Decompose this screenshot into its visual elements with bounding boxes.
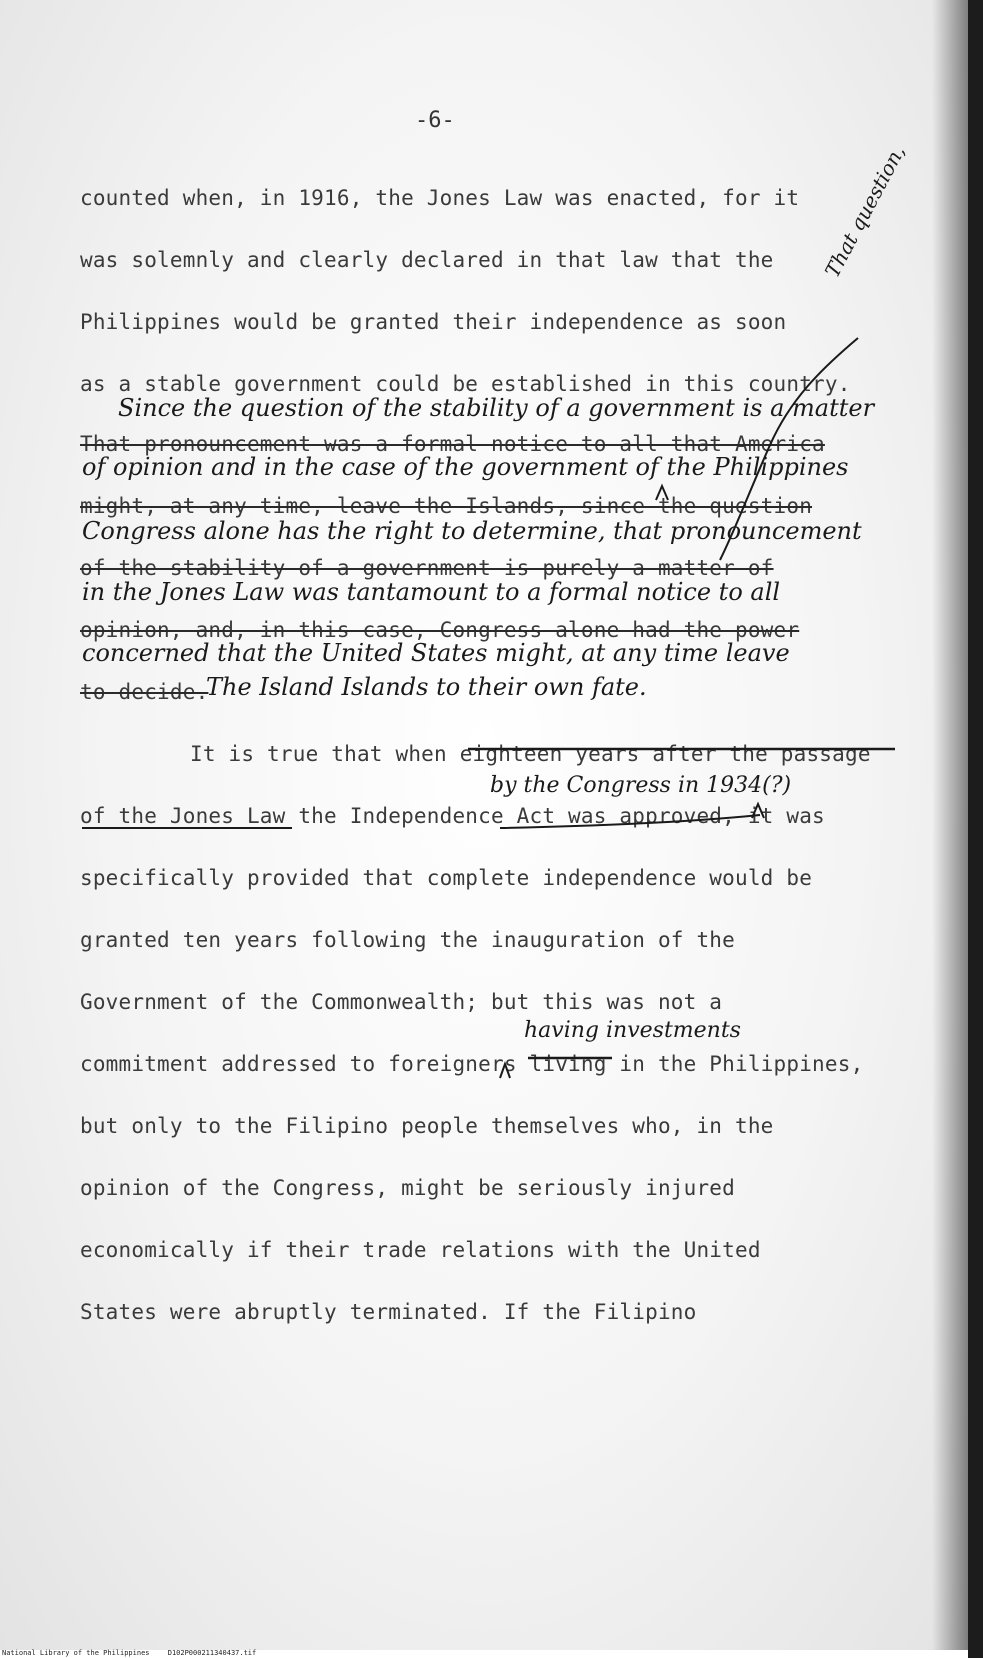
typed-line-16: but only to the Filipino people themselves who, in the [80, 1114, 774, 1138]
typed-line-14: Government of the Commonwealth; but this was not a [80, 990, 723, 1014]
handwritten-margin-note: That question, [820, 141, 910, 282]
footer-filename: D102P000211340437.tif [167, 1649, 257, 1657]
typed-line-19: States were abruptly terminated. If the Filipino [80, 1300, 697, 1324]
typed-line-8-struck: opinion, and, in this case, Congress alone had the power [80, 618, 800, 642]
handwritten-insert-investments: having investments [524, 1018, 741, 1043]
typed-line-6-struck: might, at any time, leave the Islands, since the question [80, 494, 813, 518]
scan-footer [2, 1649, 270, 1657]
handwritten-insert-1: Since the question of the stability of a government is a matter [118, 394, 875, 422]
typed-line-17: opinion of the Congress, might be seriously injured [80, 1176, 735, 1200]
typed-line-4: as a stable government could be established in this country. [80, 372, 851, 396]
typed-line-2: was solemnly and clearly declared in that law that the [80, 248, 774, 272]
handwritten-insert-4: in the Jones Law was tantamount to a formal notice to all [82, 578, 781, 606]
footer-library: National Library of the Philippines [2, 1649, 150, 1657]
scan-border [968, 0, 983, 1658]
typed-line-1: counted when, in 1916, the Jones Law was enacted, for it [80, 186, 800, 210]
typed-line-10: It is true that when eighteen years after the passage [190, 742, 871, 766]
typed-line-5-struck: That pronouncement was a formal notice to all that America [80, 432, 825, 456]
typed-line-7-struck: of the stability of a government is purely a matter of [80, 556, 774, 580]
typed-line-13: granted ten years following the inauguration of the [80, 928, 735, 952]
typed-line-9-struck: to decide. [80, 680, 209, 704]
handwritten-insert-6: The Island Islands to their own fate. [206, 673, 647, 701]
typed-line-3: Philippines would be granted their independence as soon [80, 310, 787, 334]
typed-line-15: commitment addressed to foreigners living in the Philippines, [80, 1052, 864, 1076]
handwritten-insert-5: concerned that the United States might, at any time leave [82, 639, 790, 667]
page-number: -6- [415, 108, 455, 133]
typed-line-12: specifically provided that complete independence would be [80, 866, 813, 890]
typed-line-18: economically if their trade relations with the United [80, 1238, 761, 1262]
typed-line-11: of the Jones Law the Independence Act was approved, it was [80, 804, 825, 828]
handwritten-insert-2: of opinion and in the case of the government of the Philippines [82, 453, 849, 481]
handwritten-insert-date: by the Congress in 1934(?) [490, 773, 792, 798]
scan-edge-shadow [932, 0, 968, 1650]
handwritten-insert-3: Congress alone has the right to determine, that pronouncement [82, 517, 862, 545]
